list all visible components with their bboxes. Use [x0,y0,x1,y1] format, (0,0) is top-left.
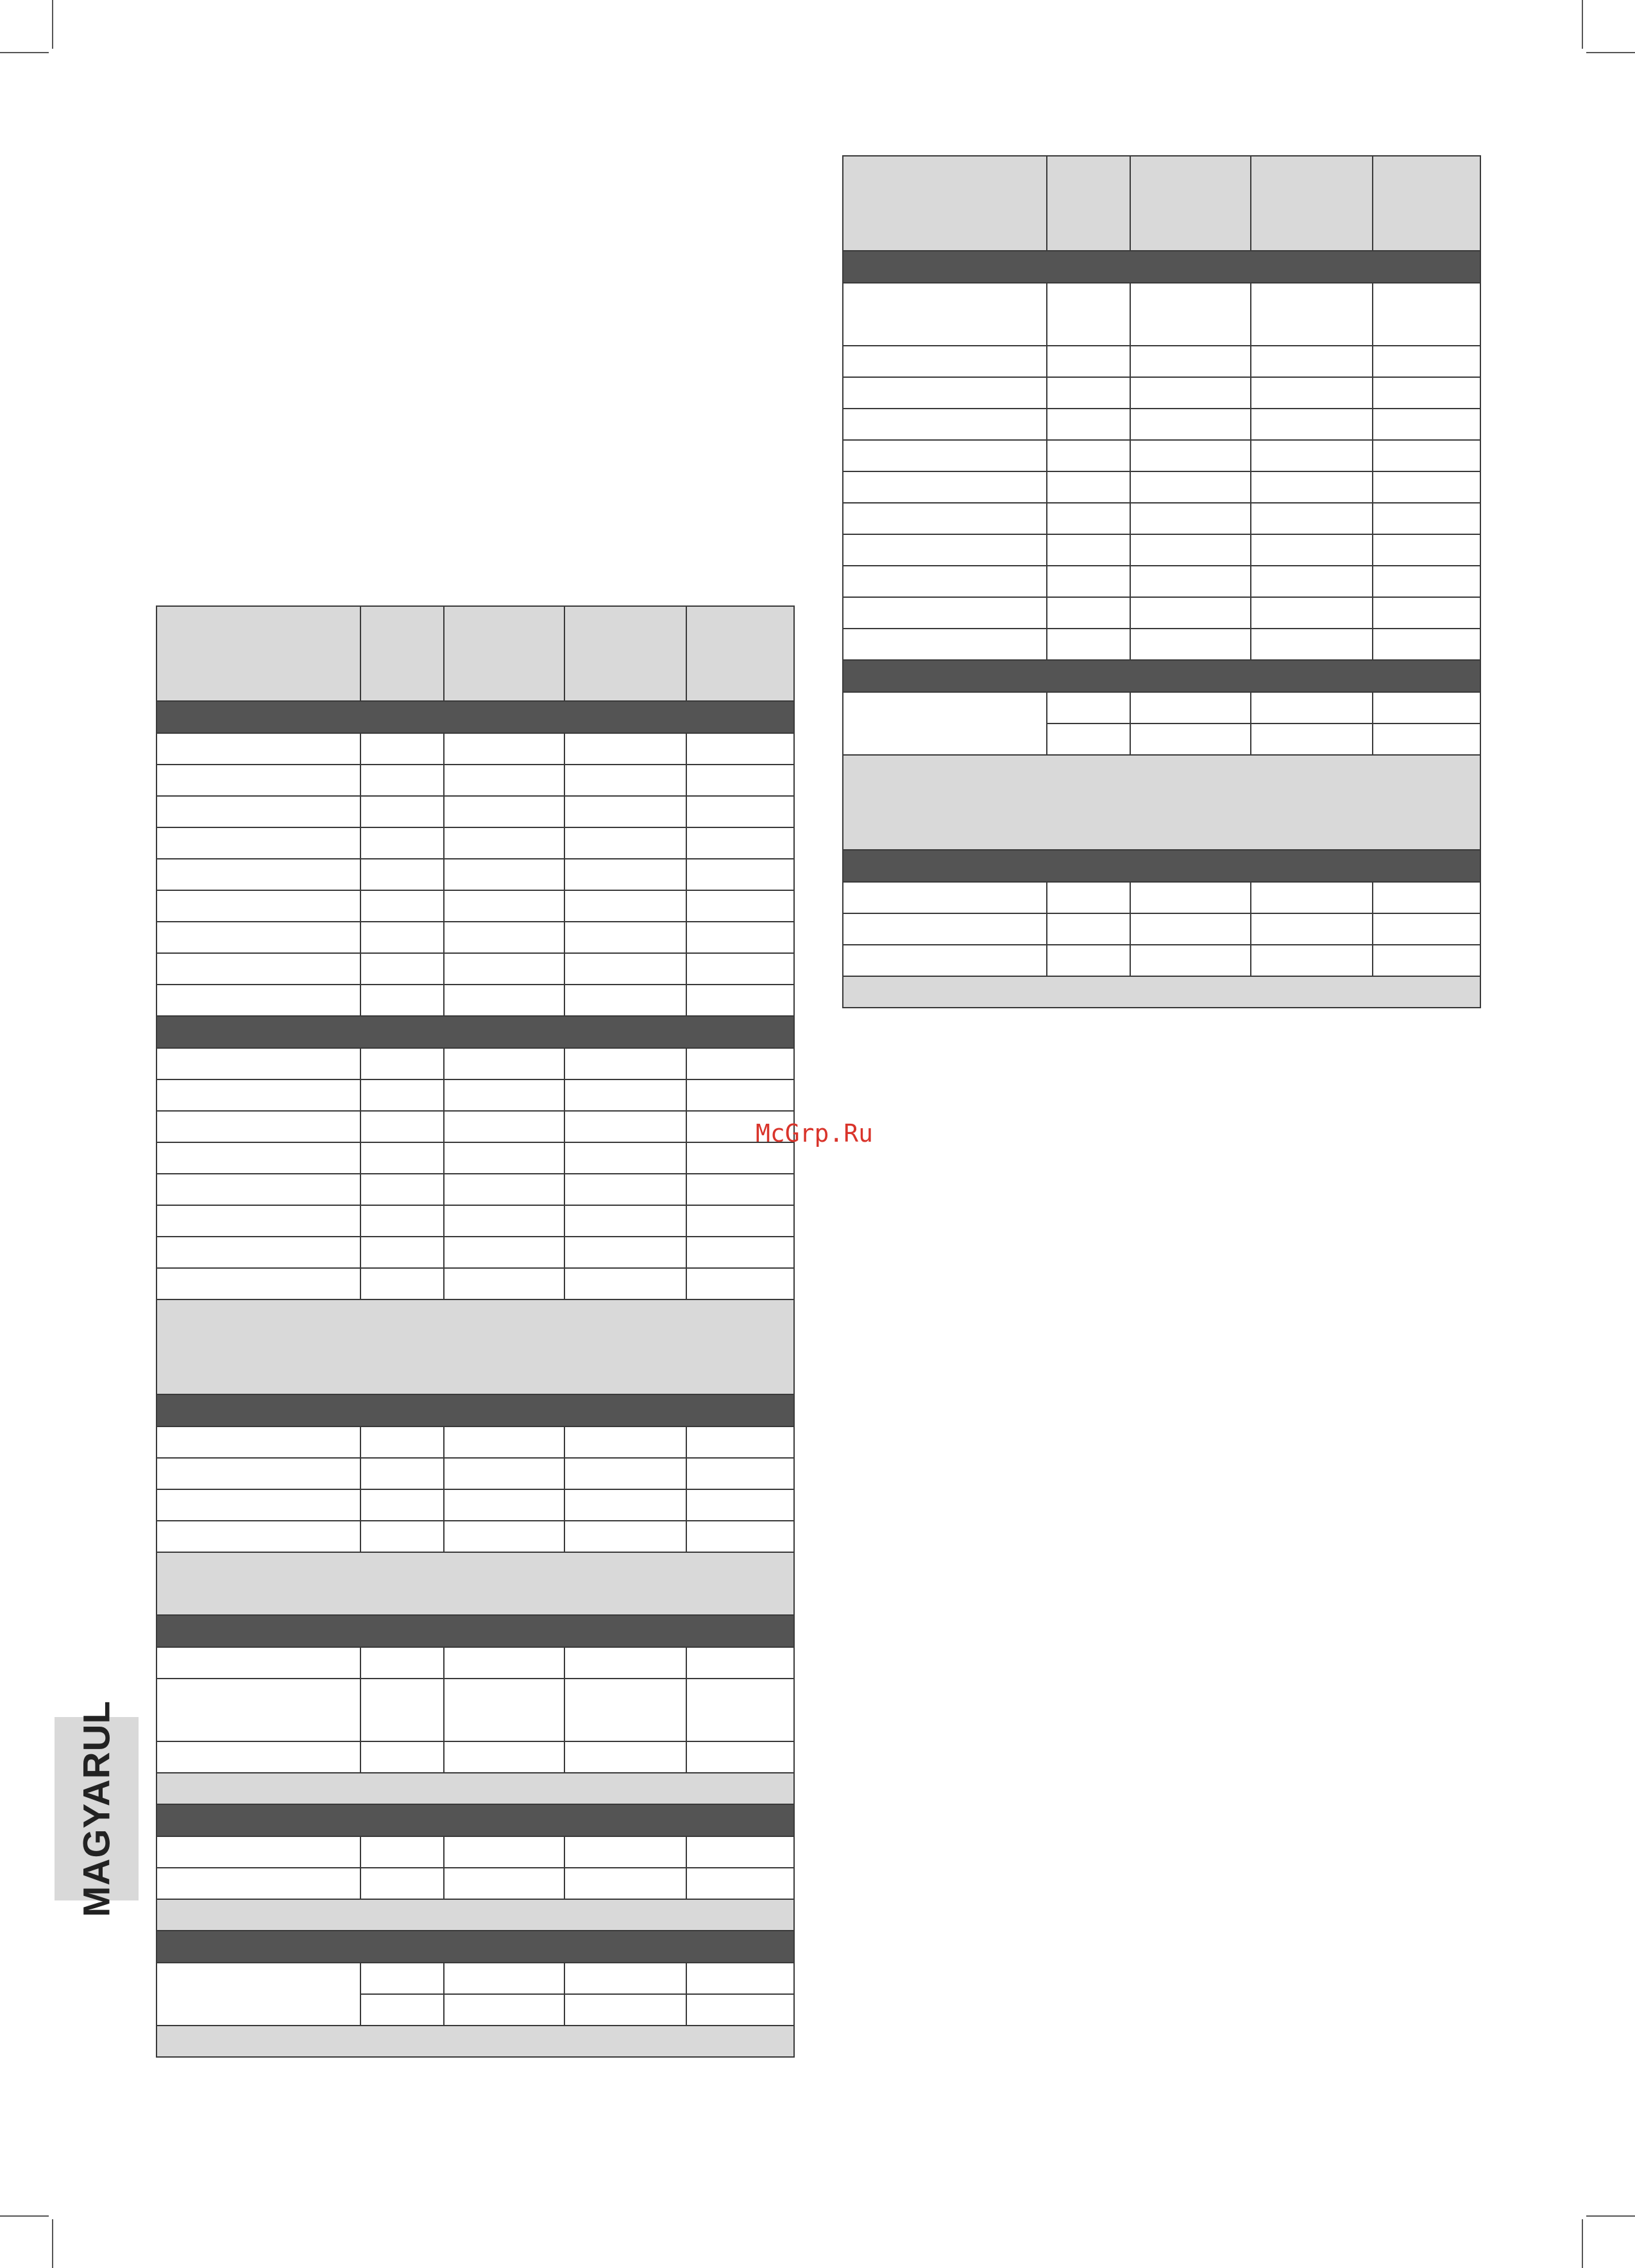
table-row [843,346,1480,377]
note-band [157,1773,794,1804]
table-row [157,1205,794,1237]
table-row [157,765,794,796]
table-row [157,859,794,890]
table-row [843,882,1480,913]
table-row [157,1647,794,1679]
table-row [157,953,794,985]
table-row [157,1048,794,1079]
table-row [157,1268,794,1299]
table-row [843,440,1480,471]
section-band [157,701,794,733]
crop-mark-br-v [1582,2219,1583,2268]
table-row [157,1679,794,1741]
table-row [843,913,1480,945]
table-row [157,1489,794,1521]
crop-mark-br-h [1586,2215,1635,2217]
cooking-table-right [842,155,1481,1008]
table-row [157,1521,794,1552]
table-row [157,1426,794,1458]
table-row [157,1174,794,1205]
note-band [157,1299,794,1394]
crop-mark-bl-h [0,2215,49,2217]
table-row [843,283,1480,346]
table-row [157,1079,794,1111]
watermark-text: McGrp.Ru [756,1119,874,1147]
section-band [157,1016,794,1048]
table-row [157,796,794,827]
table-row [157,1836,794,1868]
note-band [843,755,1480,850]
table-row [157,890,794,922]
crop-mark-tr-v [1582,0,1583,49]
table-row [157,1868,794,1899]
note-band [157,2026,794,2057]
table-row [157,922,794,953]
crop-mark-tr-h [1586,52,1635,53]
table-row [843,377,1480,409]
note-band [157,1552,794,1615]
crop-mark-tl-h [0,52,49,53]
section-band [843,850,1480,882]
section-band [157,1804,794,1836]
section-band [157,1931,794,1963]
note-band [157,1899,794,1931]
crop-mark-bl-v [52,2219,53,2268]
table-header-row [843,156,1480,251]
table-row [157,1741,794,1773]
language-tab [55,1700,139,1917]
table-row [157,985,794,1016]
section-band [843,251,1480,283]
table-row [157,1237,794,1268]
note-band [843,976,1480,1008]
table-row [843,597,1480,629]
table-row [157,827,794,859]
section-band [157,1394,794,1426]
table-row [157,1111,794,1142]
table-row [843,945,1480,976]
table-row [157,1963,794,1994]
table-row [843,409,1480,440]
language-tab-label: MAGYARUL [76,1700,117,1917]
table-row [843,534,1480,566]
table-row [843,503,1480,534]
table-row [843,566,1480,597]
section-band [157,1615,794,1647]
table-row [843,692,1480,724]
section-band [843,660,1480,692]
table-row [843,629,1480,660]
table-row [157,733,794,765]
table-row [157,1458,794,1489]
crop-mark-tl-v [52,0,53,49]
cooking-table-left [156,605,795,2058]
table-row [843,471,1480,503]
table-row [157,1142,794,1174]
table-header-row [157,606,794,701]
